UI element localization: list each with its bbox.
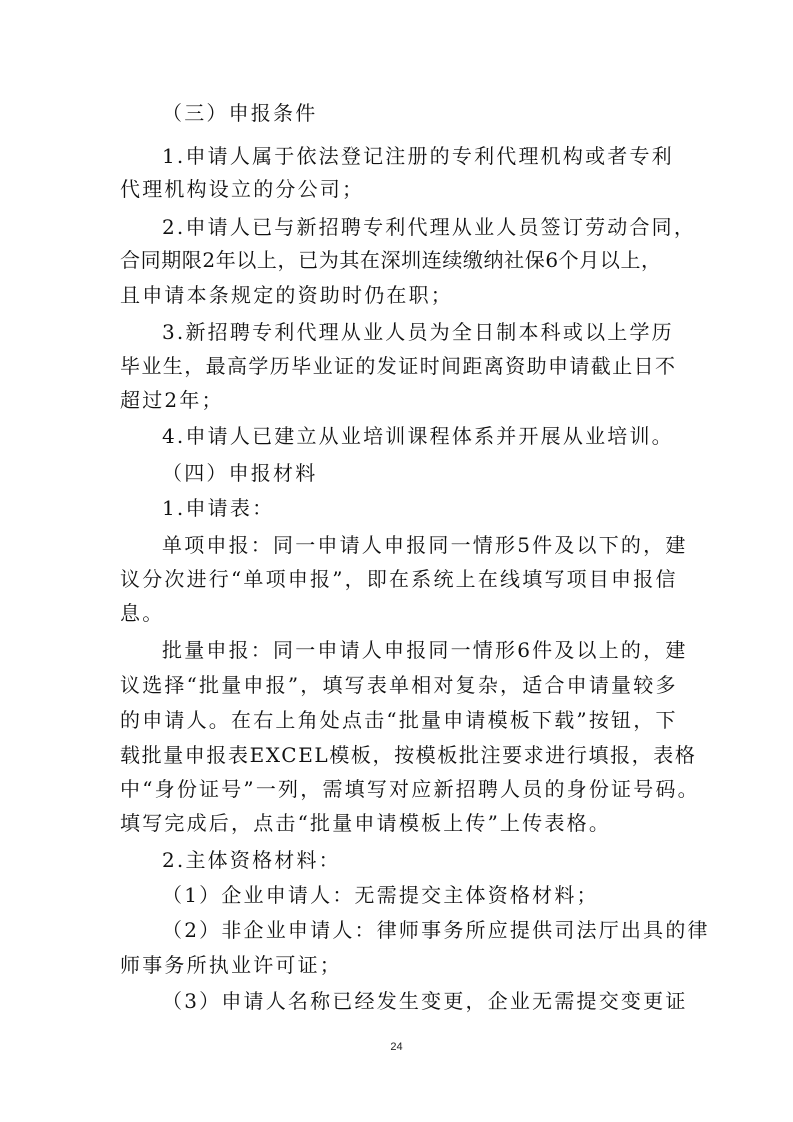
paragraph-line: （2）非企业申请人：律师事务所应提供司法厅出具的律 (162, 918, 710, 942)
paragraph-line: 载批量申报表EXCEL模板，按模板批注要求进行填报，表格 (120, 743, 697, 767)
paragraph-line: 合同期限2年以上，已为其在深圳连续缴纳社保6个月以上， (120, 248, 662, 272)
paragraph-line: 单项申报：同一申请人申报同一情形5件及以下的，建 (162, 533, 688, 557)
paragraph-line: 2.申请人已与新招聘专利代理从业人员签订劳动合同， (162, 215, 697, 239)
paragraph-line: 师事务所执业许可证； (120, 953, 342, 977)
paragraph-line: 超过2年； (120, 388, 224, 412)
paragraph-line: 代理机构设立的分公司； (120, 177, 365, 201)
section-heading-application-materials: （四）申报材料 (162, 461, 318, 485)
paragraph-line: 毕业生，最高学历毕业证的发证时间距离资助申请截止日不 (120, 354, 677, 378)
paragraph-line: （1）企业申请人：无需提交主体资格材料； (162, 883, 599, 907)
paragraph-line: （3）申请人名称已经发生变更，企业无需提交变更证 (162, 989, 688, 1013)
paragraph-line: 3.新招聘专利代理从业人员为全日制本科或以上学历 (162, 320, 674, 344)
paragraph-line: 且申请本条规定的资助时仍在职； (120, 283, 453, 307)
paragraph-line: 1.申请人属于依法登记注册的专利代理机构或者专利 (162, 144, 674, 168)
paragraph-line: 填写完成后，点击“批量申请模板上传”上传表格。 (120, 811, 612, 835)
page-number: 24 (390, 1041, 403, 1053)
section-heading-application-conditions: （三）申报条件 (162, 101, 318, 125)
paragraph-line: 中“身份证号”一列，需填写对应新招聘人员的身份证号码。 (120, 777, 700, 801)
paragraph-line: 议选择“批量申报”，填写表单相对复杂，适合申请量较多 (120, 673, 678, 697)
paragraph-line: 的申请人。在右上角处点击“批量申请模板下载”按钮，下 (120, 708, 678, 732)
paragraph-line: 息。 (120, 601, 165, 625)
paragraph-line: 2.主体资格材料： (162, 848, 341, 872)
paragraph-line: 批量申报：同一申请人申报同一情形6件及以上的，建 (162, 638, 688, 662)
paragraph-line: 1.申请表： (162, 496, 275, 520)
paragraph-line: 4.申请人已建立从业培训课程体系并开展从业培训。 (162, 424, 674, 448)
paragraph-line: 议分次进行“单项申报”，即在系统上在线填写项目申报信 (120, 567, 678, 591)
